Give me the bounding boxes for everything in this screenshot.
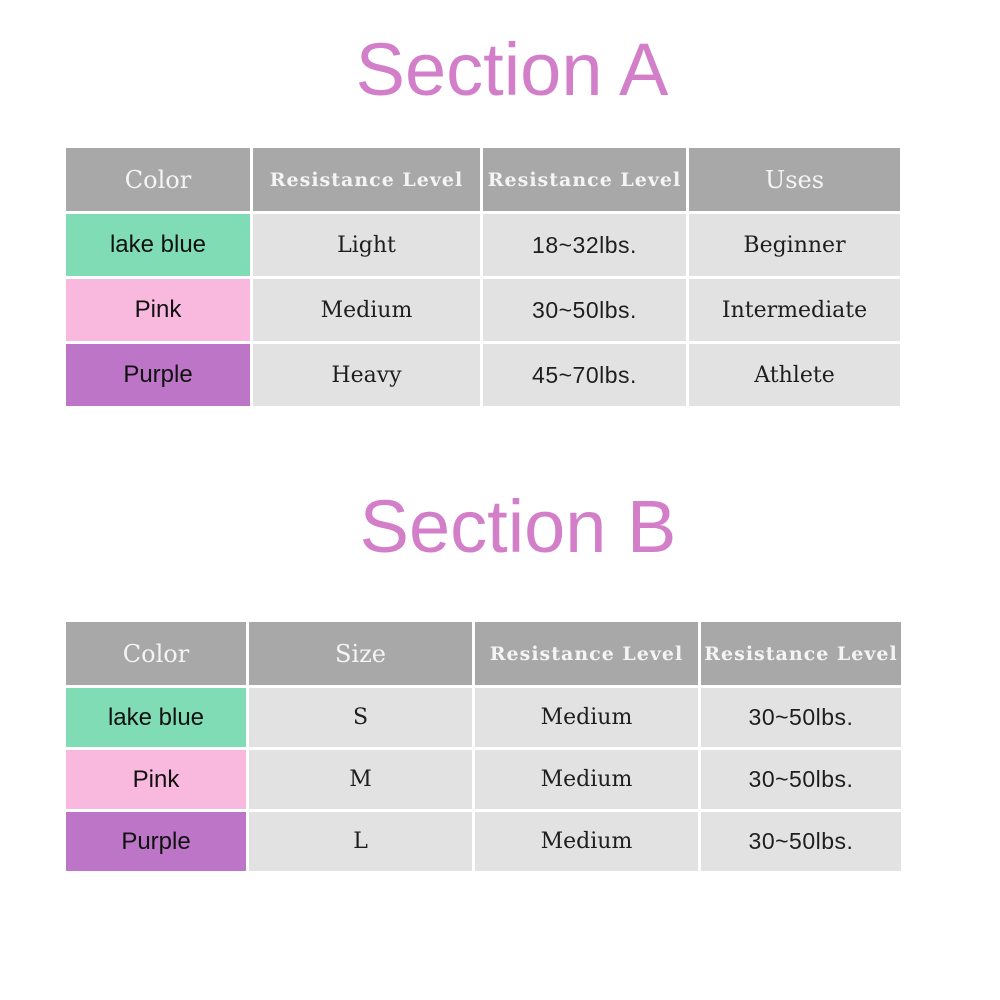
resistance-level-cell: Light (253, 214, 480, 276)
header-color: Color (66, 148, 250, 211)
table-row (66, 688, 901, 747)
resistance-level-cell: Medium (475, 812, 698, 871)
section-a-table (63, 145, 903, 409)
size-cell: L (249, 812, 472, 871)
resistance-range-cell: 45~70lbs. (483, 344, 686, 406)
uses-cell: Beginner (689, 214, 900, 276)
color-swatch-cell: lake blue (66, 688, 246, 747)
color-swatch-cell: Purple (66, 344, 250, 406)
section-b-table (63, 619, 904, 874)
header-resistance-level: Resistance Level (253, 148, 480, 211)
color-swatch-cell: Purple (66, 812, 246, 871)
resistance-range-cell: 30~50lbs. (701, 750, 901, 809)
resistance-level-cell: Medium (475, 688, 698, 747)
color-swatch-cell: lake blue (66, 214, 250, 276)
size-cell: M (249, 750, 472, 809)
header-size: Size (249, 622, 472, 685)
table-row (66, 279, 900, 341)
header-resistance-level: Resistance Level (483, 148, 686, 211)
color-swatch-cell: Pink (66, 279, 250, 341)
resistance-range-cell: 30~50lbs. (701, 812, 901, 871)
color-swatch-cell: Pink (66, 750, 246, 809)
table-row (66, 214, 900, 276)
section-b-title: Section B (359, 485, 677, 568)
header-resistance-level: Resistance Level (701, 622, 901, 685)
section-a-title: Section A (355, 28, 669, 111)
uses-cell: Intermediate (689, 279, 900, 341)
resistance-level-cell: Medium (475, 750, 698, 809)
uses-cell: Athlete (689, 344, 900, 406)
resistance-level-cell: Medium (253, 279, 480, 341)
resistance-range-cell: 30~50lbs. (483, 279, 686, 341)
resistance-range-cell: 30~50lbs. (701, 688, 901, 747)
size-cell: S (249, 688, 472, 747)
resistance-level-cell: Heavy (253, 344, 480, 406)
header-resistance-level: Resistance Level (475, 622, 698, 685)
table-header-row (66, 622, 901, 685)
table-row (66, 750, 901, 809)
header-uses: Uses (689, 148, 900, 211)
table-row (66, 812, 901, 871)
resistance-range-cell: 18~32lbs. (483, 214, 686, 276)
header-color: Color (66, 622, 246, 685)
table-header-row (66, 148, 900, 211)
table-row (66, 344, 900, 406)
